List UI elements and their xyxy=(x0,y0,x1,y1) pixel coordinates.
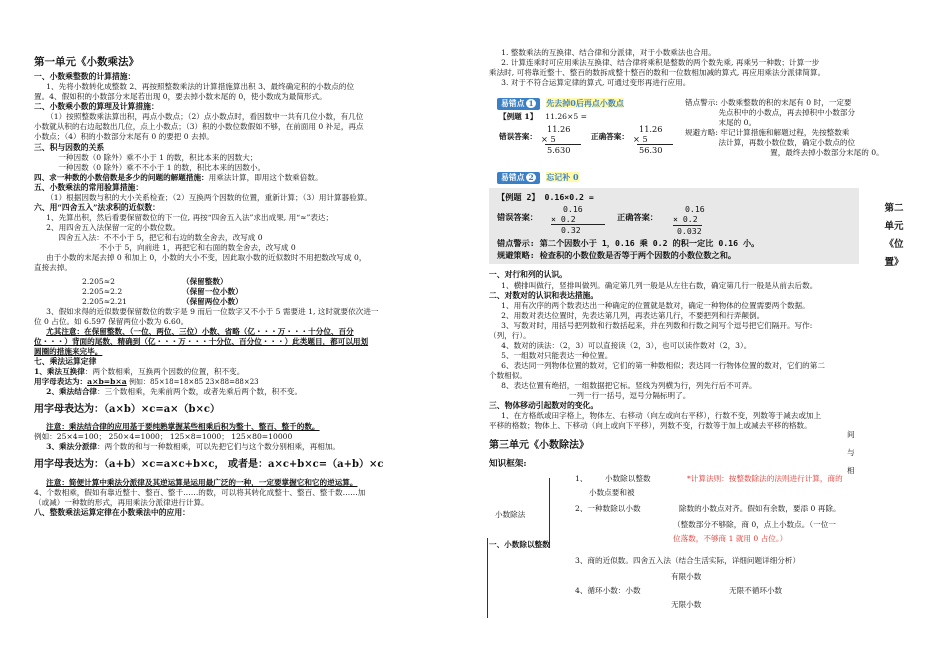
u2-line: 一列一行一括号，逗号分隔标明了。 xyxy=(568,391,691,401)
associative-law xyxy=(34,387,454,397)
side-char: 与 xyxy=(847,448,855,458)
law-name: 1、乘法互换律 xyxy=(34,366,85,376)
law-text: ：三个数相乘，先乘前两个数，或者先乘后两个数，积不变。 xyxy=(97,387,303,397)
rounding-row xyxy=(34,287,454,297)
calc-line: 11.26 xyxy=(547,124,571,135)
r-line: 1. 整数乘法的互换律、结合律和分派律，对于小数乘法也合用。 xyxy=(501,48,716,57)
s7-note: 注意：简便计算中乘法分派律及其逆运算是运用最广泛的一种，一定要掌握它和它的逆运算。 xyxy=(46,477,358,487)
law-text: ：两个数相乘，互换两个因数的位置，积不变。 xyxy=(84,366,245,376)
u2-line: 个数相似。 xyxy=(489,371,527,381)
s6-heading: 六、用“四舍五入”法求积的近似数： xyxy=(34,203,160,213)
warning-line: 末尾的 0。 xyxy=(718,118,757,128)
s4-heading: 四、求一种数的小数倍数是多少的问题的解题措施： xyxy=(34,172,209,182)
framework-node: 无限小数 xyxy=(671,599,702,609)
s7-note: 注意：乘法结合律的应用基于要纯熟掌握某些相乘后积为整十、整百、整千的数。 xyxy=(46,422,320,432)
calc-line: × 5 xyxy=(633,134,648,145)
mistake-tag: 易错点 1 xyxy=(497,98,540,110)
rounding-rule: （保留一位小数） xyxy=(182,286,243,296)
s5-line: （1）根据因数与积的大小关系检查；（2）互换两个因数的位置，重新计算；（3）用计算器验算。 xyxy=(46,193,372,203)
mistake-tagline: 忘记补 0 xyxy=(546,172,579,183)
calc-result: 5.630 xyxy=(545,144,581,156)
framework-note: （整数部分不够除，商 0，点上小数点。（一位一 xyxy=(673,519,836,529)
calc-result: 0.032 xyxy=(677,226,702,237)
side-char: 相 xyxy=(847,466,855,476)
unit1-title: 第一单元《小数乘法》 xyxy=(34,56,139,68)
s6-line: 由于小数的末尾去掉 0 和加上 0，小数的大小不变，因此取小数的近似数时不用把数改写成 0， xyxy=(46,253,367,263)
rounding-examples xyxy=(34,277,454,307)
u2-line: 2、用数对表达位置时，先表达第几列，再表达第几行，不要把列和行弄颠倒。 xyxy=(501,310,765,320)
s3-heading: 三、积与因数的关系 xyxy=(34,142,105,152)
rounding-value: 2.205≈2 xyxy=(82,276,115,286)
mistake-tag-row xyxy=(497,172,859,184)
r-line: 2. 计算连乘时可应用乘法互换律、结合律将乘积是整数的两个数先乘, 再乘另一种数；计算一步 xyxy=(501,58,820,68)
framework-node: 无限不循环小数 xyxy=(729,585,783,595)
framework-note: 除数的小数点对齐。假如有余数，要添 0 再除。 xyxy=(679,503,841,513)
rounding-rule: （保留两位小数） xyxy=(182,296,243,306)
calc-line: 11.26 xyxy=(639,124,663,135)
s6-note: 圆圈的措施来完毕。 xyxy=(34,346,103,356)
calc-line: 0.16 xyxy=(563,204,583,215)
s8-heading: 八、整数乘法运算定律在小数乘法中的应用： xyxy=(34,507,190,517)
warning-line: 先点积中的小数点，再去掉积中小数部分 xyxy=(718,108,856,118)
side-title-char: 置》 xyxy=(884,257,904,269)
calc-line: × 5 xyxy=(541,134,556,145)
law-name: 3、乘法分派律 xyxy=(46,442,98,452)
u2-line: 3、写数对时，用括号把列数和行数括起来，并在列数和行数之间写个逗号把它们隔开。写作: xyxy=(501,320,813,330)
s2-heading: 二、小数乘小数的算理及计算措施： xyxy=(34,102,159,112)
distributive-law xyxy=(34,442,454,452)
associative-formula: 用字母表达为：（a×b）×c=a×（b×c） xyxy=(34,404,221,416)
s6-note: 位・・・）背面的尾数、精确到（亿・・・万・・・十分位、百分位・・・）此类题目，都可以用划 xyxy=(34,336,369,346)
s6-line: 不小于 5，向前进 1，再把它和右面的数全舍去，改写成 0 xyxy=(99,243,296,253)
mistake-box-2-wrap xyxy=(489,172,859,264)
u2-line: 1、横排叫做行，竖排叫做列。确定第几列一般是从左往右数，确定第几行一般是从前去后数。 xyxy=(501,280,818,290)
s7-line: 4、个数相乘，假如有靠近整十、整百、整千……的数，可以将其转化成整十、整百、整千数……加 xyxy=(34,487,366,497)
example-label: 【例题 1】 11.26×5 = xyxy=(499,112,587,122)
framework-brace xyxy=(549,478,550,548)
s2-line: 小数就从积的右边起数出几位，点上小数点；（3）积的小数位数假如不够，在前面用 0 补足，再点 xyxy=(34,122,364,132)
r-line: 乘法时, 可将靠近整十、整百的数拆成整十整百的数和一位数相加减的算式, 再应用乘法分派律简算。 xyxy=(489,68,826,78)
u2-line: 6、表达同一列物体位置的数对，它们的第一种数相似；表达同一行物体位置的数对，它们的第二 xyxy=(501,361,825,371)
warning-line: 规避方略: 牢记计算措施和解题过程，先按整数乘 xyxy=(685,128,850,138)
unit2-side-title xyxy=(880,200,908,272)
s6-line: 3、假如求得的近似数要保留数位的数字是 9 而后一位数字又不小于 5 需要进 1, 这时就要依次进一 xyxy=(46,306,379,316)
right-answer-label: 正确答案： xyxy=(617,212,658,223)
s7-example: 例如：25×4=100； 250×4=1000； 125×8=1000； 125×80=10000 xyxy=(34,432,293,442)
framework-node: 4、循环小数：小数 xyxy=(575,585,641,595)
mistake-tag-row xyxy=(497,98,624,110)
side-char: 间 xyxy=(847,429,855,439)
rounding-value: 2.205≈2.21 xyxy=(82,296,128,306)
warning-line: 错点警示: 第二个因数小于 1，0.16 乘 0.2 的积一定比 0.16 小。 xyxy=(497,238,760,249)
law-name: 2、乘法结合律 xyxy=(46,387,98,397)
wrong-answer-label: 错误答案： xyxy=(497,212,538,223)
commutative-law xyxy=(34,367,454,377)
s7-heading: 七、乘法运算定律 xyxy=(34,356,97,366)
framework-node: 小数除以整数 xyxy=(605,473,651,483)
s3-line: 一种因数（0 除外）乘不不小于 1 的数，积比本来的因数小。 xyxy=(58,162,266,172)
framework-heading: 一、小数除以整数 xyxy=(489,539,550,549)
s1-heading: 一、小数乘整数的计算措施： xyxy=(34,71,136,81)
u2-line: （列，行）。 xyxy=(489,330,531,340)
rounding-row xyxy=(34,277,454,287)
calc-result: 0.32 xyxy=(551,224,605,236)
rounding-row xyxy=(34,297,454,307)
framework-root: 小数除法 xyxy=(495,509,526,519)
calc-line: 0.16 xyxy=(685,204,705,215)
s2-line: 小数点；（4）积的小数部分末尾有 0 的要把 0 去掉。 xyxy=(34,132,214,142)
warning-line: 法计算，再数小数位数，确定小数点的位 xyxy=(718,138,856,148)
framework-label: 知识框架: xyxy=(489,458,527,469)
framework-node: 2、一种数除以小数 xyxy=(575,503,641,513)
mistake-box-2 xyxy=(489,188,859,264)
mistake-tag: 易错点 2 xyxy=(497,172,540,184)
u2-line: 1、用有次序的两个数表达出一种确定的位置就是数对，确定一种物体的位置需要两个数据。 xyxy=(501,300,810,310)
u2-heading: 一、对行和列的认识。 xyxy=(489,270,567,280)
calc-result: 56.30 xyxy=(637,144,673,156)
rounding-rule: （保留整数） xyxy=(182,276,228,286)
u2-line: 4、数对的读法：（2，3）可以直接读（2，3），也可以读作数对（2，3）。 xyxy=(501,340,752,350)
s2-line: （1）按照整数乘法算出积，再点小数点；（2）点小数点时，看因数中一共有几位小数，有几位 xyxy=(46,112,364,122)
formula-example: 例如：85×18=18×85 23×88=88×23 xyxy=(126,377,259,386)
side-title-char: 单元 xyxy=(884,221,904,233)
s3-line: 一种因数（0 除外）乘不小于 1 的数，积比本来的因数大； xyxy=(58,152,258,162)
u2-line: 平移的格数；物体上、下移动（向上或向下平移），列数不变，行数等于加上或减去平移的格数。 xyxy=(489,421,812,431)
u2-heading: 二、对数对的认识和表达措施。 xyxy=(489,290,599,300)
unit3-title: 第三单元《小数除法》 xyxy=(489,440,589,452)
s6-note: 尤其注意：在保留整数、（一位、两位、三位）小数、省略（亿・・・万・・・十分位、百分 xyxy=(46,326,354,336)
framework-node: 小数点要和被 xyxy=(589,487,635,497)
side-title-char: 第二 xyxy=(884,203,904,214)
mistake-tagline: 先去掉0后再点小数点 xyxy=(546,98,624,109)
s6-line: 四舍五入法：不不小于 5，把它和右边的数全舍去，改写成 0 xyxy=(58,233,263,243)
mistake-warning xyxy=(685,98,915,158)
mistake-box-1 xyxy=(489,94,919,168)
framework-node: 有限小数 xyxy=(671,571,702,581)
formula-label: 用字母表达为： xyxy=(34,376,88,386)
formula: a×b=b×a xyxy=(87,376,127,386)
warning-line: 置，最终去掉小数部分末尾的 0。 xyxy=(770,148,884,158)
u2-heading: 三、物体移动引起数对的变化。 xyxy=(489,401,599,411)
framework-node: 3、商的近似数。四舍五入法（结合生活实际，详细问题详细分析） xyxy=(575,555,801,565)
wrong-answer-label: 错误答案： xyxy=(499,132,537,142)
side-title-char: 《位 xyxy=(884,239,904,251)
framework-note: 位落数，不够商 1 就用 0 占位。） xyxy=(673,533,788,543)
commutative-formula xyxy=(34,377,454,387)
warning-line: 错点警示: 小数乘整数的积的末尾有 0 时，一定要 xyxy=(685,98,852,108)
s6-line: 2、用四舍五入法保留一定的小数位数。 xyxy=(46,223,181,233)
distributive-formula: 用字母表达为：（a+b）×c=a×c+b×c， 或者是：a×c+b×c=（a+b）×c xyxy=(34,459,384,471)
s7-line: （或减）一种数的形式，再用乘法分派律进行计算。 xyxy=(34,497,209,507)
u2-line: 1、在方格纸或田字格上，物体左、右移动（向左或向右平移），行数不变，列数等于减去或加上 xyxy=(501,411,822,421)
right-column xyxy=(489,48,919,624)
s1-line: 1、先将小数转化成整数 2、再按照整数乘法的计算措施算出积 3、最终确定积的小数点的位 xyxy=(46,82,355,92)
u2-line: 8、表达位置有绝招，一组数据把它标。竖线为列横为行，列先行后不可弄。 xyxy=(501,381,757,391)
framework-brace xyxy=(487,538,488,618)
example-label: 【例题 2】 0.16×0.2 = xyxy=(497,192,594,203)
framework-note: *计算法则：按整数除法的法则进行计算，商的 xyxy=(687,473,843,483)
left-column xyxy=(34,56,454,518)
s4-text: 用乘法计算，即用这个数乘倍数。 xyxy=(208,172,323,182)
s4-line xyxy=(34,173,454,183)
s5-heading: 五、小数乘法的常用验算措施： xyxy=(34,182,144,192)
s6-line: 1、先算出积，然后看要保留数位的下一位, 再按“四舍五入法”求出成果, 用“≈”表达； xyxy=(46,213,334,223)
framework-node: 1、 xyxy=(575,473,588,483)
r-line: 3. 对于不符合运算定律的算式, 可通过变形再进行应用。 xyxy=(501,78,691,88)
s6-line: 直接去掉。 xyxy=(34,263,72,273)
warning-line: 规避策略: 检查积的小数位数是否等于两个因数的小数位数之和。 xyxy=(497,250,737,261)
calc-line: × 0.2 xyxy=(673,214,702,226)
u2-line: 5、一组数对只能表达一种位置。 xyxy=(501,351,613,360)
calc-line: × 0.2 xyxy=(551,214,576,225)
framework-side-chars xyxy=(847,426,855,481)
right-answer-label: 正确答案： xyxy=(591,132,629,142)
rounding-value: 2.205≈2.2 xyxy=(82,286,123,296)
s6-line: 位 0 占位。如 6.597 保留两位小数为 6.60。 xyxy=(34,316,189,326)
s1-line: 置。4、假如积的小数部分末尾若出现 0，要去掉小数末尾的 0，使小数成为最简形式。 xyxy=(34,92,327,102)
law-text: ：两个数的和与一种数相乘，可以先把它们与这个数分别相乘，再相加。 xyxy=(97,442,341,452)
